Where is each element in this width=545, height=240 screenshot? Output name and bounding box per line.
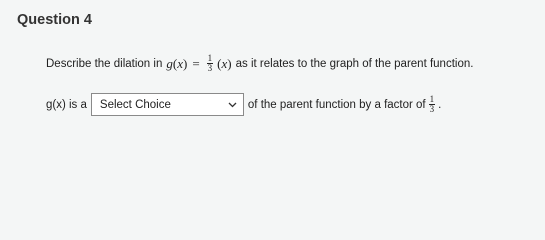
answer-suffix: of the parent function by a factor of — [247, 98, 426, 111]
chevron-down-icon — [228, 100, 238, 110]
question-title: Question 4 — [17, 12, 92, 28]
answer-fraction-numerator: 1 — [429, 94, 435, 104]
answer-fraction-denominator: 3 — [429, 104, 435, 114]
close-paren: ) — [227, 55, 232, 71]
function-expression — [166, 54, 231, 73]
choice-select-value: Select Choice — [99, 98, 171, 111]
answer-prefix: g(x) is a — [46, 98, 87, 111]
equals-sign: = — [192, 55, 200, 71]
prompt-text-before: Describe the dilation in — [46, 57, 163, 70]
choice-select[interactable] — [91, 93, 244, 116]
function-variable: x — [177, 55, 183, 71]
close-paren: ) — [182, 55, 188, 71]
function-name: g — [166, 55, 173, 71]
scale-fraction — [207, 54, 214, 73]
fraction-denominator: 3 — [207, 63, 213, 73]
question-prompt — [46, 54, 473, 73]
answer-period: . — [438, 98, 442, 111]
prompt-text-after: as it relates to the graph of the parent function. — [235, 57, 474, 70]
answer-line — [46, 93, 441, 116]
function-variable: x — [221, 55, 228, 71]
open-paren: ( — [172, 55, 178, 71]
answer-fraction — [429, 95, 436, 114]
fraction-numerator: 1 — [207, 53, 213, 63]
open-paren: ( — [217, 55, 222, 71]
